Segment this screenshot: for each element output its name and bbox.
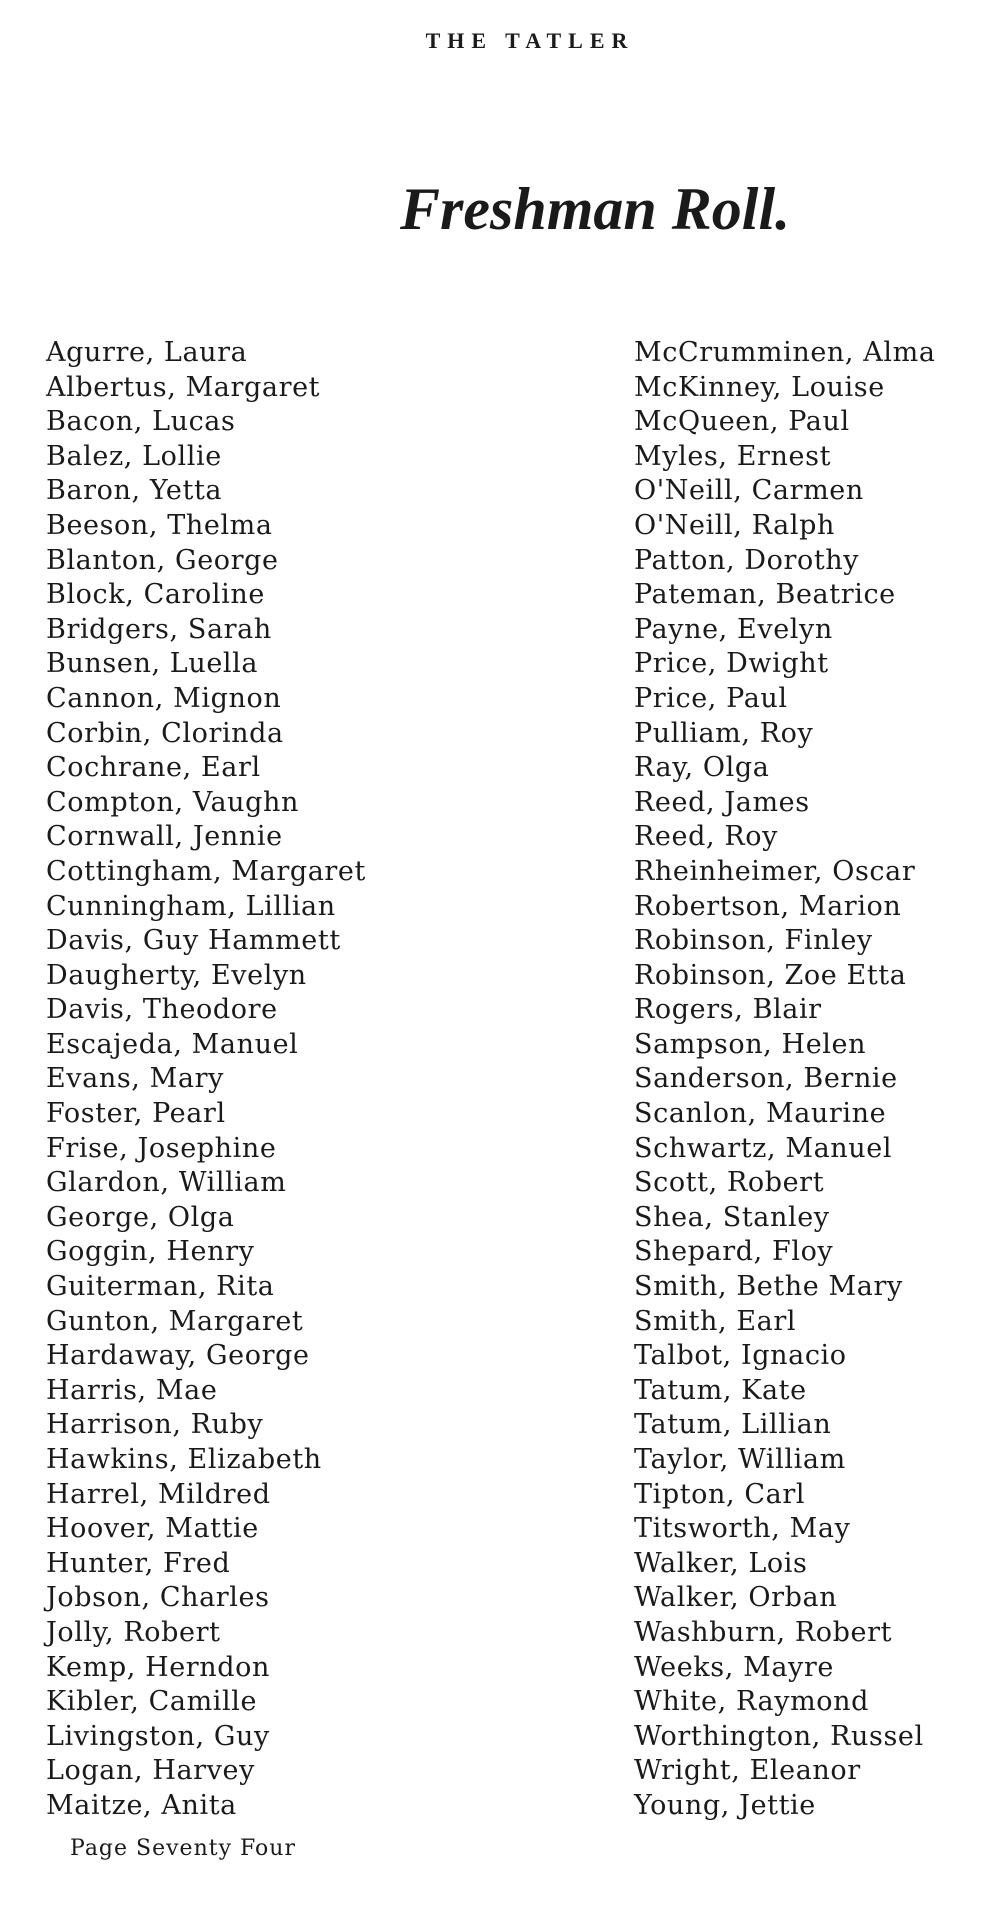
roll-entry: Hoover, Mattie [46,1513,259,1545]
roll-entry: Cochrane, Earl [46,752,261,784]
roll-entry: Pulliam, Roy [634,717,814,749]
roll-entry: Sampson, Helen [634,1028,867,1060]
roll-entry: Scanlon, Maurine [634,1098,887,1130]
roll-entry: Beeson, Thelma [46,509,273,541]
roll-entry: Hunter, Fred [46,1547,231,1579]
roll-entry: Tatum, Kate [634,1374,807,1406]
roll-entry: Harrel, Mildred [46,1478,271,1510]
roll-entry: Escajeda, Manuel [46,1028,299,1060]
roll-left-column [46,336,366,1824]
roll-entry: Albertus, Margaret [46,371,321,403]
roll-entry: Smith, Earl [634,1305,797,1337]
roll-entry: Jolly, Robert [46,1616,221,1648]
roll-entry: Hardaway, George [46,1340,310,1372]
page-title: Freshman Roll. [400,176,791,242]
roll-right-column [634,336,936,1824]
roll-entry: McQueen, Paul [634,406,850,438]
roll-entry: Cunningham, Lillian [46,890,336,922]
roll-entry: Price, Paul [634,682,788,714]
roll-entry: Harris, Mae [46,1374,218,1406]
roll-entry: Wright, Eleanor [634,1755,861,1787]
roll-entry: Myles, Ernest [634,440,832,472]
running-head: THE TATLER [425,28,635,53]
roll-entry: Livingston, Guy [46,1720,270,1752]
roll-entry: Rheinheimer, Oscar [634,855,916,887]
roll-entry: Tipton, Carl [634,1478,806,1510]
roll-entry: Compton, Vaughn [46,786,300,818]
roll-entry: Glardon, William [46,1167,287,1199]
roll-entry: Young, Jettie [634,1789,816,1821]
roll-entry: Reed, Roy [634,821,778,853]
roll-entry: Rogers, Blair [634,994,822,1026]
roll-entry: Price, Dwight [634,648,829,680]
roll-entry: Baron, Yetta [46,475,223,507]
roll-entry: Weeks, Mayre [634,1651,834,1683]
roll-entry: Cottingham, Margaret [46,855,366,887]
roll-entry: Evans, Mary [46,1063,224,1095]
roll-entry: Tatum, Lillian [634,1409,832,1441]
roll-entry: Harrison, Ruby [46,1409,264,1441]
roll-entry: Corbin, Clorinda [46,717,284,749]
roll-entry: Kemp, Herndon [46,1651,271,1683]
roll-entry: Block, Caroline [46,579,265,611]
roll-entry: Daugherty, Evelyn [46,959,307,991]
roll-entry: Titsworth, May [634,1513,851,1545]
roll-entry: Taylor, William [634,1444,846,1475]
roll-entry: Bacon, Lucas [46,406,236,438]
roll-entry: Frise, Josephine [46,1132,277,1164]
roll-entry: White, Raymond [634,1686,869,1718]
roll-entry: Balez, Lollie [46,440,222,472]
roll-entry: Washburn, Robert [634,1616,893,1648]
roll-entry: Bridgers, Sarah [46,613,272,645]
roll-entry: Sanderson, Bernie [634,1063,898,1095]
roll-entry: Kibler, Camille [46,1686,258,1718]
roll-entry: Talbot, Ignacio [634,1340,847,1372]
roll-entry: Goggin, Henry [46,1236,255,1268]
roll-entry: Davis, Theodore [46,994,278,1026]
roll-entry: Scott, Robert [634,1167,825,1199]
roll-entry: Worthington, Russel [634,1720,924,1752]
roll-entry: Hawkins, Elizabeth [46,1444,322,1475]
roll-entry: Maitze, Anita [46,1789,237,1821]
roll-entry: Robertson, Marion [634,890,902,922]
roll-entry: McCrumminen, Alma [634,337,936,368]
roll-entry: Reed, James [634,786,810,818]
roll-entry: George, Olga [46,1201,235,1233]
roll-entry: Patton, Dorothy [634,544,860,576]
roll-entry: Payne, Evelyn [634,613,833,645]
roll-entry: Robinson, Finley [634,925,873,957]
roll-entry: Logan, Harvey [46,1755,255,1787]
roll-entry: Shea, Stanley [634,1201,830,1233]
roll-entry: Walker, Orban [634,1582,838,1614]
roll-entry: Schwartz, Manuel [634,1132,893,1164]
roll-entry: Agurre, Laura [46,337,248,368]
page-number: Page Seventy Four [70,1836,296,1861]
roll-entry: Gunton, Margaret [46,1305,304,1337]
roll-entry: Bunsen, Luella [46,648,259,680]
roll-entry: O'Neill, Ralph [634,509,835,541]
roll-entry: Shepard, Floy [634,1236,834,1268]
roll-entry: Jobson, Charles [46,1582,270,1614]
roll-entry: Blanton, George [46,544,279,576]
roll-entry: Pateman, Beatrice [634,579,896,611]
roll-entry: Cornwall, Jennie [46,821,283,853]
roll-entry: Robinson, Zoe Etta [634,959,907,991]
roll-entry: Cannon, Mignon [46,682,282,714]
roll-entry: O'Neill, Carmen [634,475,864,507]
roll-entry: Davis, Guy Hammett [46,925,341,957]
roll-entry: Guiterman, Rita [46,1271,275,1303]
roll-entry: Ray, Olga [634,752,770,784]
roll-entry: Smith, Bethe Mary [634,1271,903,1303]
roll-entry: Walker, Lois [634,1547,808,1579]
roll-entry: McKinney, Louise [634,371,885,403]
roll-entry: Foster, Pearl [46,1098,226,1130]
